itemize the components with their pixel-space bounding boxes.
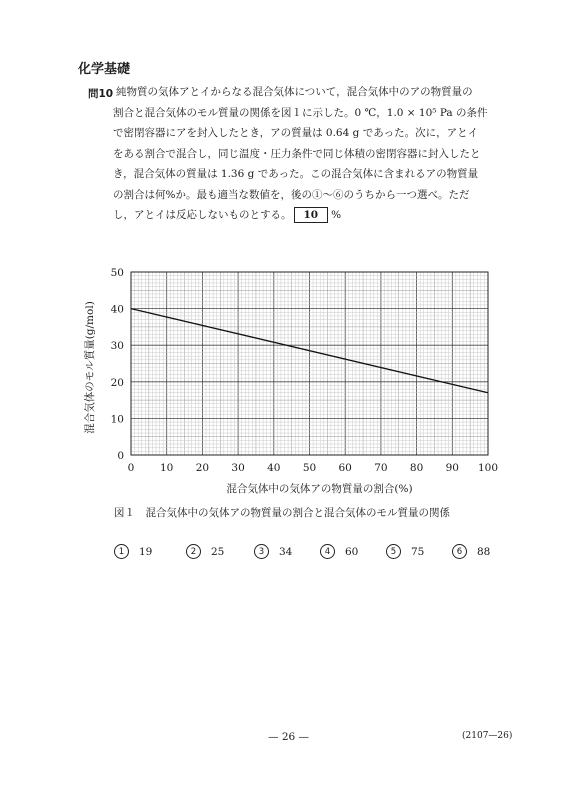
axis-ticks bbox=[111, 267, 498, 474]
chart-grid bbox=[131, 272, 488, 455]
page-number: — 26 — bbox=[268, 731, 310, 743]
choice-2[interactable] bbox=[186, 544, 224, 559]
choice-6-value: 88 bbox=[477, 545, 491, 558]
choice-4[interactable] bbox=[320, 544, 358, 559]
question-line-2: 割合と混合気体のモル質量の関係を図１に示した。0 ℃，1.0 × 10⁵ Pa の条件 bbox=[113, 106, 488, 119]
question-line-4: をある割合で混合し，同じ温度・圧力条件で同じ体積の密閉容器に封入したと bbox=[113, 147, 481, 160]
x-axis-label: 混合気体中の気体アの物質量の割合(%) bbox=[226, 483, 413, 495]
y-axis-label: 混合気体のモル質量(g/mol) bbox=[84, 301, 96, 434]
y-tick-label: 10 bbox=[110, 413, 124, 426]
choice-4-value: 60 bbox=[345, 545, 359, 558]
x-tick-label: 20 bbox=[195, 462, 210, 474]
choice-1-value: 19 bbox=[139, 545, 153, 558]
choice-6-number: 6 bbox=[452, 544, 467, 559]
choice-4-number: 4 bbox=[320, 544, 335, 559]
question-line-6: の割合は何%か。最も適当な数値を，後の①〜⑥のうちから一つ選べ。ただ bbox=[113, 188, 470, 201]
x-tick-label: 80 bbox=[409, 462, 424, 474]
y-tick-label: 20 bbox=[110, 376, 124, 389]
question-number: 問10 bbox=[88, 88, 114, 100]
question-line-5: き，混合気体の質量は 1.36 g であった。この混合気体に含まれるアの物質量 bbox=[113, 168, 479, 180]
x-tick-label: 40 bbox=[267, 462, 281, 474]
x-tick-label: 10 bbox=[160, 462, 174, 474]
question-line-3: で密閉容器にアを封入したとき，アの質量は 0.64 g であった。次に，アとイ bbox=[113, 127, 479, 139]
x-tick-label: 100 bbox=[477, 462, 499, 474]
choice-2-value: 25 bbox=[211, 545, 225, 558]
choice-5-value: 75 bbox=[411, 545, 425, 558]
y-tick-label: 30 bbox=[110, 340, 124, 353]
choice-1-number: 1 bbox=[114, 544, 129, 559]
y-tick-label: 0 bbox=[117, 450, 124, 462]
choice-5-number: 5 bbox=[386, 544, 401, 559]
x-tick-label: 50 bbox=[302, 462, 317, 474]
x-tick-label: 30 bbox=[231, 462, 245, 474]
choice-1[interactable] bbox=[114, 544, 152, 559]
question-line-7-text: し，アとイは反応しないものとする。 bbox=[113, 209, 292, 221]
figure-caption: 図１ 混合気体中の気体アの物質量の割合と混合気体のモル質量の関係 bbox=[114, 507, 450, 519]
y-tick-label: 50 bbox=[110, 267, 124, 279]
section-title: 化学基礎 bbox=[78, 62, 131, 77]
choice-5[interactable] bbox=[386, 544, 424, 559]
choice-3[interactable] bbox=[254, 544, 292, 559]
choice-6[interactable] bbox=[452, 544, 490, 559]
x-tick-label: 70 bbox=[374, 462, 388, 474]
question-line-1: 純物質の気体アとイからなる混合気体について，混合気体中のアの物質量の bbox=[116, 86, 473, 98]
page-code: (2107—26) bbox=[462, 731, 513, 741]
answer-choices bbox=[114, 544, 534, 564]
x-tick-label: 90 bbox=[445, 462, 459, 474]
x-tick-label: 0 bbox=[127, 462, 135, 474]
y-tick-label: 40 bbox=[110, 303, 124, 316]
answer-unit: % bbox=[331, 209, 342, 221]
choice-2-number: 2 bbox=[186, 544, 201, 559]
x-tick-label: 60 bbox=[338, 462, 352, 474]
choice-3-value: 34 bbox=[279, 545, 293, 558]
choice-3-number: 3 bbox=[254, 544, 269, 559]
answer-box: 10 bbox=[294, 207, 329, 223]
